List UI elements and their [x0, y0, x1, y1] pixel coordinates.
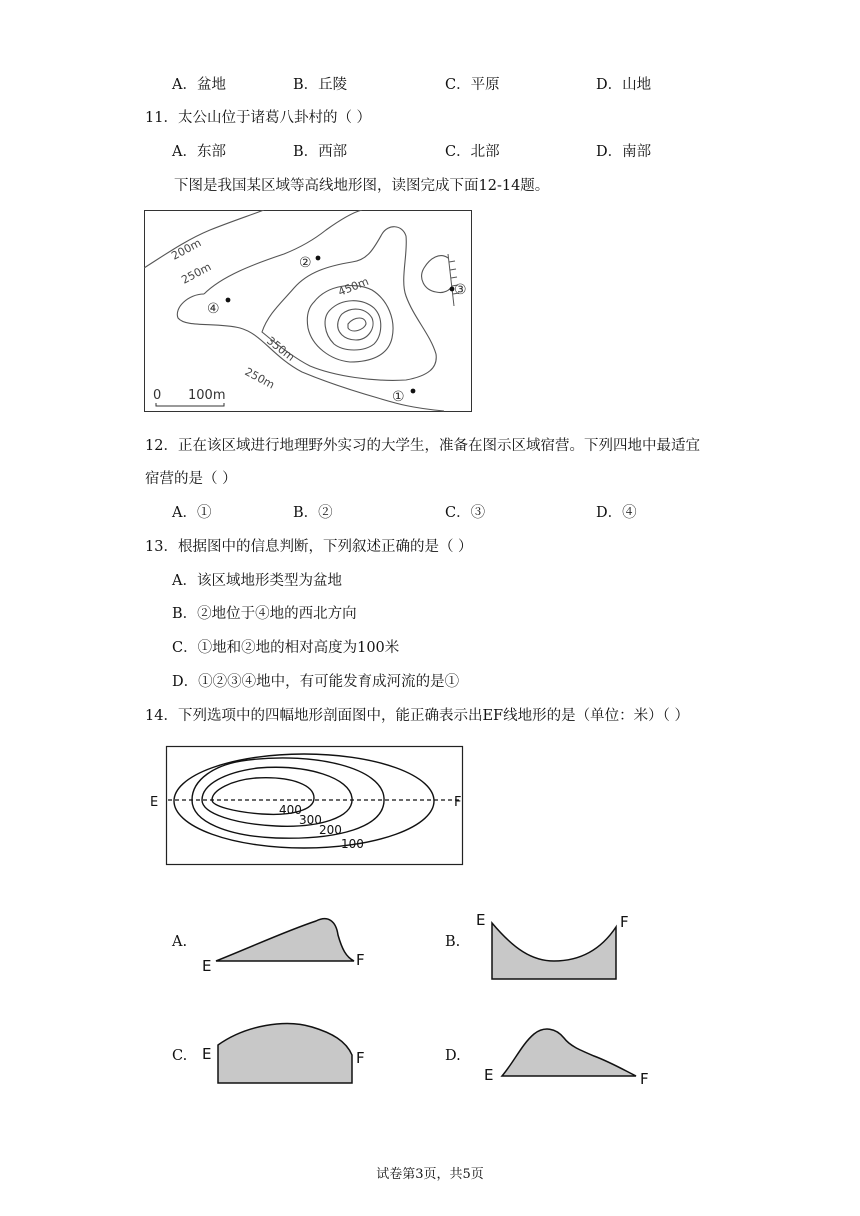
contour-label: 350m: [264, 334, 298, 364]
ef-label-e: E: [150, 795, 159, 810]
profile-c-shape: [218, 1024, 352, 1083]
profile-a: [196, 905, 376, 975]
profile-b-label-f: F: [620, 913, 629, 931]
q11-option-a: A．东部: [172, 144, 226, 160]
q12-option-d: D．④: [596, 505, 637, 521]
ef-contour-label-200: 200: [319, 823, 342, 837]
q11-option-b: B．西部: [293, 144, 348, 160]
q10-option-d: D．山地: [596, 77, 652, 93]
q11-option-c: C．北部: [445, 144, 500, 160]
contour-label: 250m: [242, 365, 277, 392]
q12-option-c: C．③: [445, 505, 486, 521]
q11-stem: 11．太公山位于诸葛八卦村的（ ）: [145, 110, 372, 126]
profile-a-option: A.: [172, 934, 188, 950]
q12-stem-line2: 宿营的是（ ）: [145, 471, 237, 487]
page-footer: 试卷第3页，共5页: [376, 1167, 484, 1182]
profile-a-label-e: E: [202, 957, 212, 975]
q13-option-a: A．该区域地形类型为盆地: [172, 573, 342, 589]
q10-option-c: C．平原: [445, 77, 500, 93]
q12-option-b: B．②: [293, 505, 333, 521]
profile-c-option: C.: [172, 1048, 188, 1064]
profile-d-shape: [502, 1029, 636, 1076]
q13-option-b: B．②地位于④地的西北方向: [172, 606, 357, 622]
q12-option-a: A．①: [172, 505, 212, 521]
point-4-dot: [226, 298, 231, 303]
profile-c: [196, 1015, 376, 1087]
q13-option-d: D．①②③④地中，有可能发育成河流的是①: [172, 674, 460, 690]
profile-c-label-e: E: [202, 1045, 212, 1063]
q13-stem: 13．根据图中的信息判断，下列叙述正确的是（ ）: [145, 539, 473, 555]
profile-d-option: D.: [445, 1048, 461, 1064]
q14-stem: 14．下列选项中的四幅地形剖面图中，能正确表示出EF线地形的是（单位：米）（ ）: [145, 708, 689, 724]
point-2-label: ②: [299, 255, 312, 271]
scale-zero: 0: [153, 388, 162, 403]
profile-a-label-f: F: [356, 951, 365, 969]
contour-label: 450m: [336, 274, 371, 299]
ef-contour-label-400: 400: [279, 803, 302, 817]
contour-map: [144, 210, 472, 412]
ef-contour-map: [146, 742, 478, 868]
ef-map-frame: [167, 747, 463, 865]
q13-option-c: C．①地和②地的相对高度为100米: [172, 640, 400, 656]
profile-c-label-f: F: [356, 1049, 365, 1067]
contour-label: 250m: [179, 260, 214, 287]
q12-stem-line1: 12．正在该区域进行地理野外实习的大学生，准备在图示区域宿营。下列四地中最适宜: [145, 438, 700, 454]
profile-d-label-f: F: [640, 1070, 649, 1088]
ef-label-f: F: [454, 795, 462, 810]
ef-contour-label-300: 300: [299, 813, 322, 827]
scale-label: 100m: [188, 388, 226, 403]
section-intro: 下图是我国某区域等高线地形图，读图完成下面12-14题。: [174, 178, 550, 194]
ef-contour-label-100: 100: [341, 837, 364, 851]
point-4-label: ④: [207, 301, 220, 317]
profile-d-label-e: E: [484, 1066, 494, 1084]
profile-d: [478, 1020, 658, 1088]
profile-b-label-e: E: [476, 911, 486, 929]
profile-a-shape: [216, 919, 354, 961]
point-1-dot: [411, 389, 416, 394]
point-2-dot: [316, 256, 321, 261]
q10-option-a: A．盆地: [172, 77, 226, 93]
contour-label: 200m: [169, 236, 204, 263]
q11-option-d: D．南部: [596, 144, 652, 160]
q10-option-b: B．丘陵: [293, 77, 348, 93]
profile-b: [474, 905, 644, 985]
profile-b-option: B.: [445, 934, 461, 950]
point-3-label: ③: [454, 282, 467, 298]
point-1-label: ①: [392, 389, 405, 405]
profile-b-shape: [492, 923, 616, 979]
